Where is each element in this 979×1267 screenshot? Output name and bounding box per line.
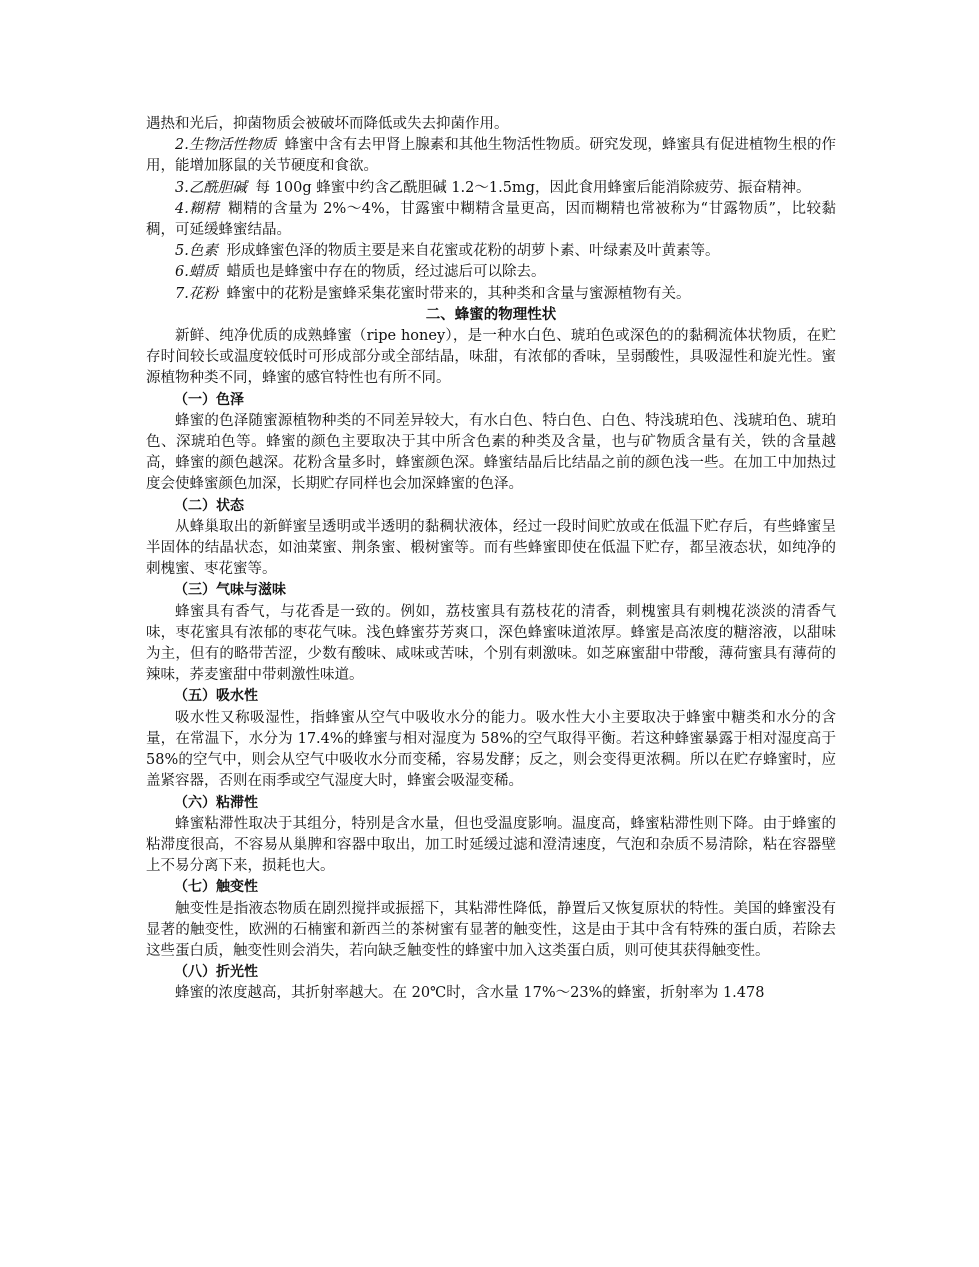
- subsection-heading-refraction: （八）折光性: [174, 964, 258, 981]
- subsection-text-smell-taste: 蜂蜜具有香气，与花香是一致的。例如，荔枝蜜具有荔枝花的清香，刺槐蜜具有刺槐花淡淡的清香气味，枣花蜜具有浓郁的枣花气味。浅色蜂蜜芬芳爽口，深色蜂蜜味道浓厚。蜂蜜是高浓度的糖溶液，以甜味为主，但有的略带苦涩，少数有酸味、咸味或苦味，个别有刺激味。如芝麻蜜甜中带酸，薄荷蜜具有薄荷的辣味，荞麦蜜甜中带刺激性味道。: [146, 603, 836, 684]
- component-term: 6.蜡质: [175, 264, 218, 281]
- subsection-text-color: 蜂蜜的色泽随蜜源植物种类的不同差异较大，有水白色、特白色、白色、特浅琥珀色、浅琥珀色、琥珀色、深琥珀色等。蜂蜜的颜色主要取决于其中所含色素的种类及含量，也与矿物质含量有关，铁的含量越高，蜂蜜的颜色越深。花粉含量多时，蜂蜜颜色深。蜂蜜结晶后比结晶之前的颜色浅一些。在加工中加热过度会使蜂蜜颜色加深，长期贮存同样也会加深蜂蜜的色泽。: [146, 412, 836, 493]
- subsection-text-refraction: 蜂蜜的浓度越高，其折射率越大。在 20℃时，含水量 17%～23%的蜂蜜，折射率为 1.478: [175, 985, 765, 1002]
- document-page: [146, 114, 836, 1005]
- subsection-heading-hygroscopicity: （五）吸水性: [174, 688, 258, 705]
- component-text: 蜂蜜中的花粉是蜜蜂采集花蜜时带来的，其种类和含量与蜜源植物有关。: [226, 285, 691, 302]
- component-text: 蜂蜜中含有去甲肾上腺素和其他生物活性物质。研究发现，蜂蜜具有促进植物生根的作用，能增加豚鼠的关节硬度和食欲。: [146, 137, 837, 175]
- section-intro: 新鲜、纯净优质的成熟蜂蜜（ripe honey），是一种水白色、琥珀色或深色的的黏稠流体状物质，在贮存时间较长或温度较低时可形成部分或全部结晶，味甜，有浓郁的香味，呈弱酸性，具吸湿性和旋光性。蜜源植物种类不同，蜂蜜的感官特性也有所不同。: [146, 328, 836, 387]
- component-item: [146, 241, 836, 262]
- subsection-text-viscosity: 蜂蜜粘滞性取决于其组分，特别是含水量，但也受温度影响。温度高，蜂蜜粘滞性则下降。由于蜂蜜的粘滞度很高，不容易从巢脾和容器中取出，加工时延缓过滤和澄清速度，气泡和杂质不易清除，粘在容器壁上不易分离下来，损耗也大。: [146, 815, 836, 875]
- component-item: [146, 135, 836, 177]
- component-term: 2.生物活性物质: [175, 137, 276, 154]
- component-text: 形成蜂蜜色泽的物质主要是来自花蜜或花粉的胡萝卜素、叶绿素及叶黄素等。: [226, 243, 720, 260]
- component-term: 5.色素: [175, 243, 218, 260]
- component-item: [146, 262, 836, 283]
- subsection-heading-color: （一）色泽: [174, 391, 244, 408]
- subsection-text-hygroscopicity: 吸水性又称吸湿性，指蜂蜜从空气中吸收水分的能力。吸水性大小主要取决于蜂蜜中糖类和水分的含量，在常温下，水分为 17.4%的蜂蜜与相对湿度为 58%的空气取得平衡。若这种蜂蜜暴露于相对湿度高于 58%的空气中，则会从空气中吸收水分而变稀，容易发酵；反之，则会变得更浓稠。所以在贮存蜂蜜时，应盖紧容器，否则在雨季或空气湿度大时，蜂蜜会吸湿变稀。: [146, 709, 836, 790]
- subsection-heading-smell-taste: （三）气味与滋味: [174, 582, 286, 599]
- subsection-text-thixotropy: 触变性是指液态物质在剧烈搅拌或振摇下，其粘滞性降低，静置后又恢复原状的特性。美国的蜂蜜没有显著的触变性，欧洲的石楠蜜和新西兰的茶树蜜有显著的触变性，这是由于其中含有特殊的蛋白质，若除去这些蛋白质，触变性则会消失，若向缺乏触变性的蜂蜜中加入这类蛋白质，则可使其获得触变性。: [146, 900, 836, 959]
- section-title: 二、蜂蜜的物理性状: [425, 306, 557, 323]
- component-term: 4.糊精: [175, 200, 220, 217]
- subsection-heading-thixotropy: （七）触变性: [174, 879, 258, 896]
- component-term: 3.乙酰胆碱: [175, 179, 247, 196]
- paragraph-continued: 遇热和光后，抑菌物质会被破坏而降低或失去抑菌作用。: [146, 116, 509, 132]
- subsection-text-state: 从蜂巢取出的新鲜蜜呈透明或半透明的黏稠状液体，经过一段时间贮放或在低温下贮存后，有些蜂蜜呈半固体的结晶状态，如油菜蜜、荆条蜜、椴树蜜等。而有些蜂蜜即使在低温下贮存，都呈液态状，如纯净的刺槐蜜、枣花蜜等。: [146, 518, 836, 578]
- subsection-heading-viscosity: （六）粘滞性: [174, 794, 258, 811]
- component-text: 蜡质也是蜂蜜中存在的物质，经过滤后可以除去。: [226, 264, 546, 281]
- component-item: [146, 284, 836, 305]
- component-term: 7.花粉: [175, 285, 218, 302]
- component-item: [146, 178, 836, 199]
- subsection-heading-state: （二）状态: [174, 497, 244, 514]
- component-item: [146, 199, 836, 241]
- component-text: 糊精的含量为 2%～4%，甘露蜜中糊精含量更高，因而糊精也常被称为“甘露物质”，比较黏稠，可延缓蜂蜜结晶。: [146, 200, 836, 239]
- component-text: 每 100g 蜂蜜中约含乙酰胆碱 1.2～1.5mg，因此食用蜂蜜后能消除疲劳、振奋精神。: [255, 179, 811, 196]
